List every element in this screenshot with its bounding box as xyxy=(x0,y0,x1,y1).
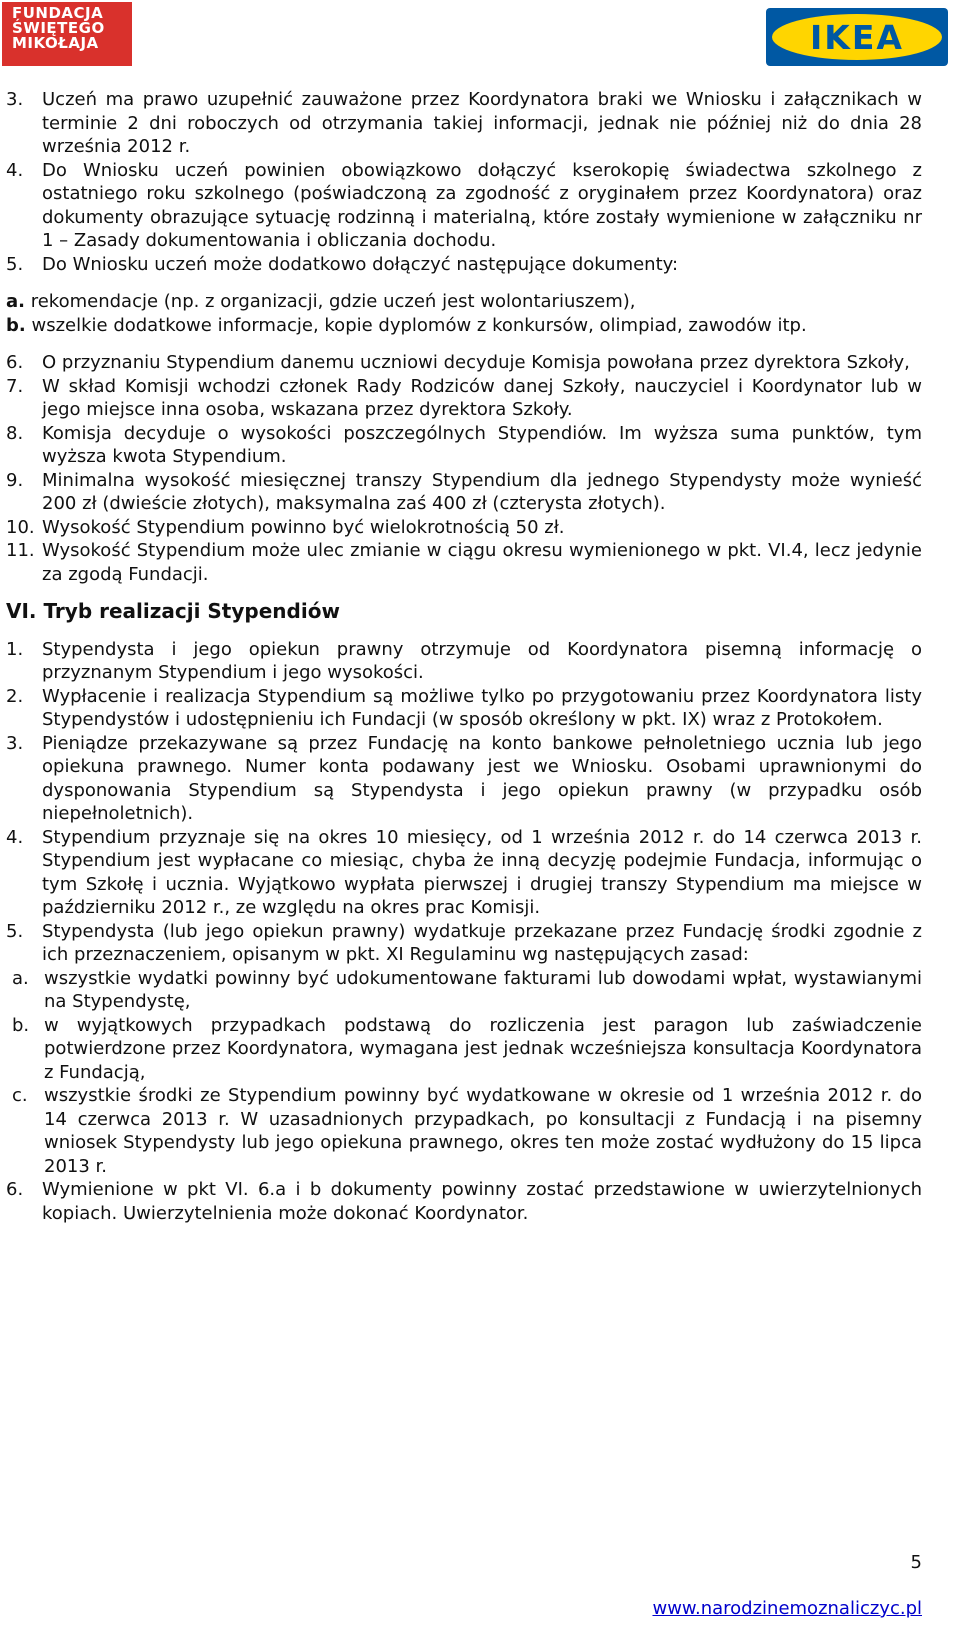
item-letter: a. xyxy=(6,291,25,312)
item-text: w wyjątkowych przypadkach podstawą do rozliczenia jest paragon lub zaświadczenie potwierdzone przez Koordynatora, wymagana jest jednak wcześniejsza konsultacja Koordynatora z Fundacją, xyxy=(44,1014,922,1083)
item-number: 2. xyxy=(6,685,24,707)
item-text: W skład Komisji wchodzi członek Rady Rodziców danej Szkoły, nauczyciel i Koordynator lub w jego miejsce inna osoba, wskazana przez dyrektora Szkoły. xyxy=(42,375,922,420)
item-number: 5. xyxy=(6,253,24,275)
item-text: Do Wniosku uczeń może dodatkowo dołączyć następujące dokumenty: xyxy=(42,253,679,275)
list-item xyxy=(6,253,922,277)
list-item xyxy=(6,967,922,1014)
spacer xyxy=(6,586,922,600)
item-number: 4. xyxy=(6,159,24,181)
section-heading: VI. Tryb realizacji Stypendiów xyxy=(6,599,340,623)
item-text: O przyznaniu Stypendium danemu uczniowi decyduje Komisja powołana przez dyrektora Szkoły, xyxy=(42,352,910,373)
list-item xyxy=(6,539,922,586)
item-letter: b. xyxy=(12,1014,30,1036)
ikea-logo xyxy=(766,8,948,66)
list-item xyxy=(6,1014,922,1085)
item-number: 7. xyxy=(6,375,24,397)
item-text: wszystkie wydatki powinny być udokumentowane fakturami lub dowodami wpłat, wystawianymi na Stypendystę, xyxy=(44,967,922,1012)
item-text: Wypłacenie i realizacja Stypendium są możliwe tylko po przygotowaniu przez Koordynatora listy Stypendystów i udostępnieniu ich Fundacji (w sposób określony w pkt. IX) wraz z Protokołem. xyxy=(42,685,922,730)
item-text: rekomendacje (np. z organizacji, gdzie uczeń jest wolontariuszem), xyxy=(30,291,636,312)
item-number: 1. xyxy=(6,638,24,660)
item-number: 5. xyxy=(6,920,24,942)
list-item xyxy=(6,732,922,826)
list-item xyxy=(6,516,922,540)
list-item xyxy=(6,685,922,732)
item-text: Komisja decyduje o wysokości poszczególnych Stypendiów. Im wyższa suma punktów, tym wyższa kwota Stypendium. xyxy=(42,422,922,467)
spacer xyxy=(6,276,922,290)
item-number: 10. xyxy=(6,516,35,538)
fundacja-logo xyxy=(2,2,132,66)
item-number: 3. xyxy=(6,89,24,110)
item-text: Stypendysta (lub jego opiekun prawny) wydatkuje przekazane przez Fundację środki zgodnie z ich przeznaczeniem, opisanym w pkt. XI Regulaminu wg następujących zasad: xyxy=(42,920,922,965)
item-text: Stypendysta i jego opiekun prawny otrzymuje od Koordynatora pisemną informację o przyznanym Stypendium i jego wysokości. xyxy=(42,638,922,683)
list-item xyxy=(6,88,922,159)
item-number: 6. xyxy=(6,352,24,373)
spacer xyxy=(6,624,922,638)
list-item xyxy=(6,469,922,516)
item-text: Pieniądze przekazywane są przez Fundację na konto bankowe pełnoletniego ucznia lub jego opiekuna prawnego. Numer konta podawany jest we Wniosku. Osobami uprawnionymi do dysponowania Stypendium są Stypendysta i jego opiekun prawny (w przypadku osób niepełnoletnich). xyxy=(42,732,922,824)
list-item xyxy=(6,920,922,967)
fundacja-logo-line-2: ŚWIĘTEGO xyxy=(12,19,105,37)
list-item xyxy=(6,375,922,422)
page-number: 5 xyxy=(910,1552,922,1573)
item-text: Uczeń ma prawo uzupełnić zauważone przez Koordynatora braki we Wniosku i załącznikach w terminie 2 dni roboczych od otrzymania takiej informacji, jednak nie później niż do dnia 28 września 2012 r. xyxy=(42,89,922,157)
item-number: 9. xyxy=(6,469,24,491)
list-item xyxy=(6,290,922,314)
list-item xyxy=(6,314,922,338)
item-letter: b. xyxy=(6,314,26,336)
list-item xyxy=(6,422,922,469)
item-number: 11. xyxy=(6,540,35,561)
item-text: Wysokość Stypendium może ulec zmianie w ciągu okresu wymienionego w pkt. VI.4, lecz jedynie za zgodą Fundacji. xyxy=(42,540,922,585)
footer-link[interactable]: www.narodzinemoznaliczyc.pl xyxy=(652,1598,922,1619)
item-number: 4. xyxy=(6,826,24,848)
list-item xyxy=(6,159,922,253)
item-text: Stypendium przyznaje się na okres 10 miesięcy, od 1 września 2012 r. do 14 czerwca 2013 r. Stypendium jest wypłacane co miesiąc, chyba że inną decyzję podejmie Fundacja, informując o tym Szkołę i ucznia. Wyjątkowo wypłata pierwszej i drugiej transzy Stypendium ma miejsce w październiku 2012 r., ze względu na okres prac Komisji. xyxy=(42,826,922,918)
item-number: 3. xyxy=(6,732,24,754)
item-letter: c. xyxy=(12,1085,28,1106)
item-text: Wymienione w pkt VI. 6.a i b dokumenty powinny zostać przedstawione w uwierzytelnionych kopiach. Uwierzytelnienia może dokonać Koordynator. xyxy=(42,1179,922,1224)
item-number: 8. xyxy=(6,422,24,444)
item-number: 6. xyxy=(6,1179,24,1200)
item-text: Wysokość Stypendium powinno być wielokrotnością 50 zł. xyxy=(42,516,565,538)
item-text: Minimalna wysokość miesięcznej transzy Stypendium dla jednego Stypendysty może wynieść 200 zł (dwieście złotych), maksymalna zaś 400 zł (czterysta złotych). xyxy=(42,469,922,514)
item-letter: a. xyxy=(12,967,29,989)
list-item xyxy=(6,351,922,375)
document-body xyxy=(6,88,922,1225)
fundacja-logo-line-3: MIKOŁAJA xyxy=(12,34,99,52)
spacer xyxy=(6,337,922,351)
item-text: Do Wniosku uczeń powinien obowiązkowo dołączyć kserokopię świadectwa szkolnego z ostatniego roku szkolnego (poświadczoną za zgodność z oryginałem przez Koordynatora) oraz dokumenty obrazujące sytuację rodzinną i materialną, które zostały wymienione w załączniku nr 1 – Zasady dokumentowania i obliczania dochodu. xyxy=(42,159,922,251)
list-item xyxy=(6,638,922,685)
list-item xyxy=(6,1178,922,1225)
item-text: wszystkie środki ze Stypendium powinny być wydatkowane w okresie od 1 września 2012 r. do 14 czerwca 2013 r. W uzasadnionych przypadkach, po konsultacji z Fundacją i na pisemny wniosek Stypendysty lub jego opiekuna prawnego, okres ten może zostać wydłużony do 15 lipca 2013 r. xyxy=(44,1085,922,1177)
ikea-logo-text: IKEA xyxy=(810,17,904,57)
list-item xyxy=(6,1084,922,1178)
item-text: wszelkie dodatkowe informacje, kopie dyplomów z konkursów, olimpiad, zawodów itp. xyxy=(31,314,807,336)
fundacja-logo-line-1: FUNDACJA xyxy=(12,4,104,22)
list-item xyxy=(6,826,922,920)
